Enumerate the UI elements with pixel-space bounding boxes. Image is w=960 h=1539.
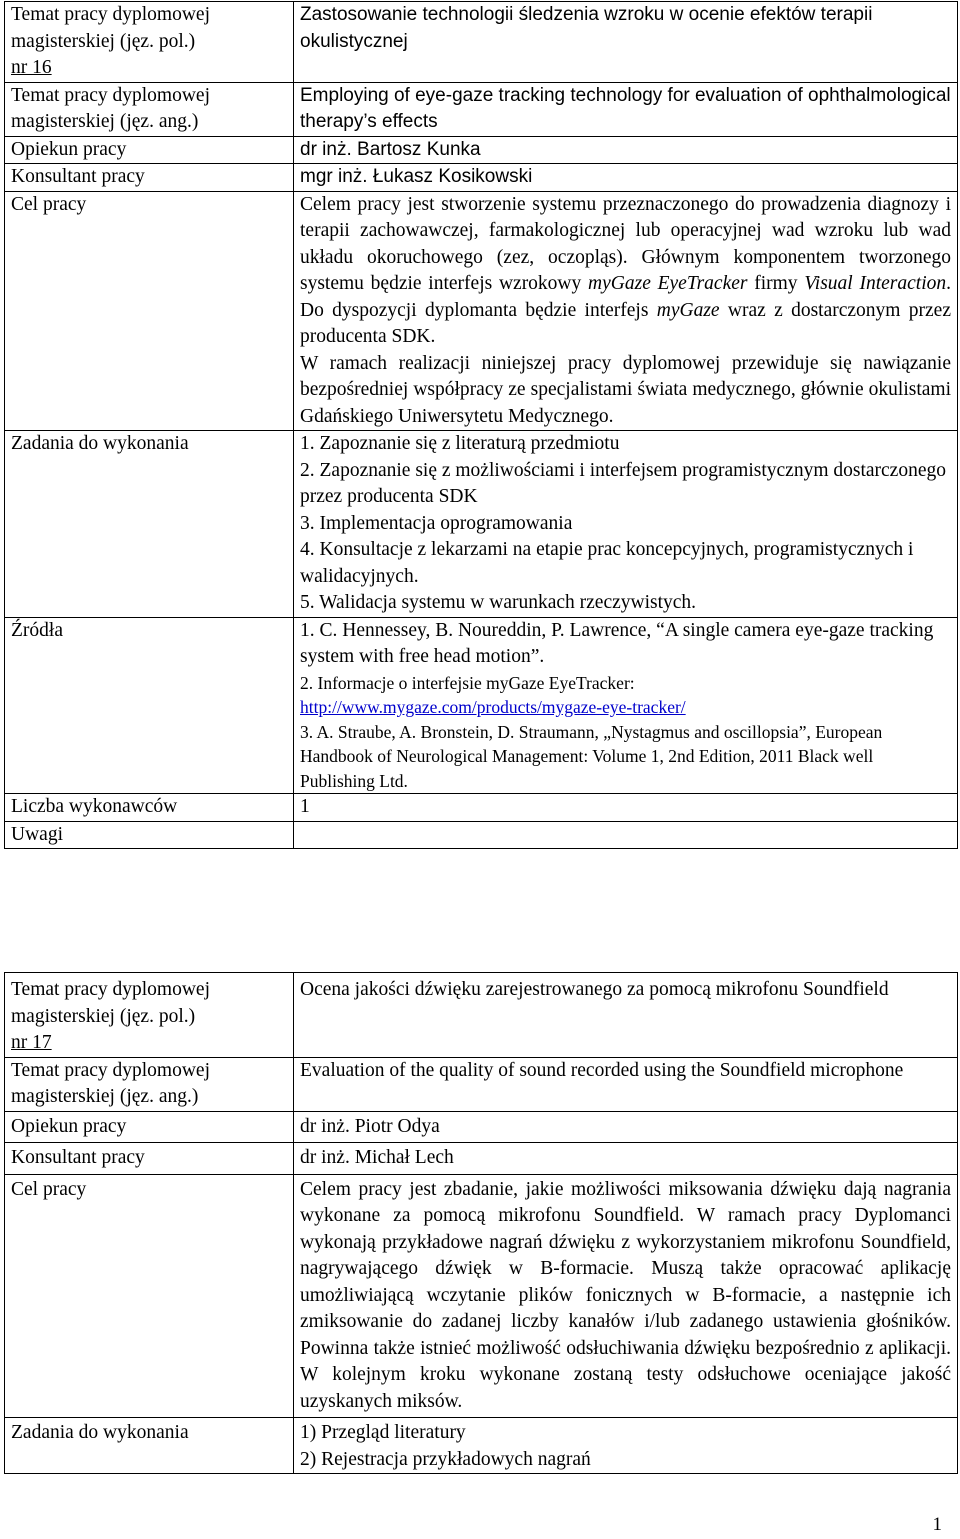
- label-count: Liczba wykonawców: [5, 794, 294, 822]
- value-consultant: mgr inż. Łukasz Kosikowski: [294, 164, 958, 192]
- row-tasks: [5, 431, 958, 618]
- label-consultant: Konsultant pracy: [5, 1143, 294, 1175]
- value-sources: [294, 617, 958, 794]
- task-item: 5. Walidacja systemu w warunkach rzeczywistych.: [300, 592, 697, 613]
- label-title-pl: [5, 973, 294, 1058]
- value-goal: [294, 191, 958, 431]
- thesis-entry-16: [4, 1, 958, 849]
- label-title-pl: [5, 2, 294, 83]
- value-supervisor: dr inż. Piotr Odya: [294, 1111, 958, 1143]
- goal-product-name: myGaze EyeTracker: [588, 273, 748, 294]
- task-item: 2. Zapoznanie się z możliwościami i interfejsem programistycznym dostarczonego przez producenta SDK: [300, 459, 946, 507]
- row-notes: [5, 821, 958, 849]
- label-title-pl-text: Temat pracy dyplomowej magisterskiej (jęz. pol.): [11, 979, 210, 1027]
- goal-text: . Do dyspozycji dyplomanta będzie interfejs: [300, 273, 951, 321]
- source-item-1: 1. C. Hennessey, B. Noureddin, P. Lawrence, “A single camera eye-gaze tracking system with free head motion”.: [300, 619, 934, 667]
- row-count: [5, 794, 958, 822]
- task-item: 2) Rejestracja przykładowych nagrań: [300, 1448, 591, 1470]
- goal-text: firmy: [747, 273, 805, 294]
- value-tasks: [294, 1418, 958, 1474]
- value-title-en: Employing of eye-gaze tracking technology for evaluation of ophthalmological therapy’s effects: [294, 82, 958, 136]
- source-item-2: 2. Informacje o interfejsie myGaze EyeTracker:: [300, 672, 635, 693]
- goal-text: Celem pracy jest stworzenie systemu przeznaczonego do prowadzenia diagnozy i terapii zachowawczej, farmakologicznej lub operacyjnej wad wzroku lub wad układu okoruchowego (zez, oczopląs). Głównym komponentem tworzonego systemu będzie interfejs wzrokowy: [300, 193, 951, 294]
- label-goal: Cel pracy: [5, 191, 294, 431]
- label-title-en: Temat pracy dyplomowej magisterskiej (jęz. ang.): [5, 1057, 294, 1111]
- value-tasks: [294, 431, 958, 618]
- label-title-en: Temat pracy dyplomowej magisterskiej (jęz. ang.): [5, 82, 294, 136]
- page-number: 1: [932, 1514, 942, 1535]
- goal-paragraph-2: W ramach realizacji niniejszej pracy dyplomowej przewiduje się nawiązanie bezpośredniej współpracy ze specjalistami świata medycznego, głównie okulistami Gdańskiego Uniwersytetu Medycznego.: [300, 352, 951, 427]
- label-tasks: Zadania do wykonania: [5, 431, 294, 618]
- task-item: 1) Przegląd literatury: [300, 1422, 466, 1443]
- row-consultant: [5, 1143, 958, 1175]
- label-goal: Cel pracy: [5, 1174, 294, 1418]
- value-supervisor: dr inż. Bartosz Kunka: [294, 136, 958, 164]
- goal-company-name: Visual Interaction: [804, 273, 947, 294]
- entry-number: nr 16: [11, 57, 52, 78]
- label-supervisor: Opiekun pracy: [5, 136, 294, 164]
- value-notes: [294, 821, 958, 849]
- thesis-entry-17: [4, 972, 958, 1474]
- row-supervisor: [5, 1111, 958, 1143]
- value-title-pl: Zastosowanie technologii śledzenia wzroku w ocenie efektów terapii okulistycznej: [294, 2, 958, 83]
- row-sources: [5, 617, 958, 794]
- row-consultant: [5, 164, 958, 192]
- label-consultant: Konsultant pracy: [5, 164, 294, 192]
- label-supervisor: Opiekun pracy: [5, 1111, 294, 1143]
- task-item: 1. Zapoznanie się z literaturą przedmiotu: [300, 433, 620, 454]
- task-item: 4. Konsultacje z lekarzami na etapie prac koncepcyjnych, programistycznych i walidacyjnych.: [300, 539, 914, 587]
- label-sources: Źródła: [5, 617, 294, 794]
- goal-product-name: myGaze: [656, 299, 720, 321]
- label-tasks: Zadania do wykonania: [5, 1418, 294, 1474]
- value-goal: Celem pracy jest zbadanie, jakie możliwości miksowania dźwięku dają nagrania wykonane za pomocą mikrofonu Soundfield. W ramach pracy Dyplomanci wykonają przykładowe nagrań dźwięku z wykorzystaniem mikrofonu Soundfield, nagrywającego dźwięk w B-formacie. Muszą także opracować aplikację umożliwiającą wczytanie plików fonicznych w B-formacie, a następnie ich zmiksowanie do zadanej liczby kanałów i/lub zadanego ustawienia głośników. Powinna także istnieć możliwość odsłuchiwania dźwięku bezpośrednio z aplikacji. W kolejnym kroku wykonane zostaną testy odsłuchowe oceniające jakość uzyskanych miksów.: [294, 1174, 958, 1418]
- row-title-en: [5, 1057, 958, 1111]
- entry-number: nr 17: [11, 1032, 52, 1053]
- row-title-pl: [5, 973, 958, 1058]
- row-title-pl: [5, 2, 958, 83]
- value-title-en: Evaluation of the quality of sound recorded using the Soundfield microphone: [294, 1057, 958, 1111]
- goal-text: wraz z dostarczonym przez producenta SDK.: [300, 299, 951, 347]
- goal-paragraph-1: [300, 192, 951, 351]
- row-tasks: [5, 1418, 958, 1474]
- row-title-en: [5, 82, 958, 136]
- value-title-pl: Ocena jakości dźwięku zarejestrowanego za pomocą mikrofonu Soundfield: [294, 973, 958, 1058]
- row-goal: [5, 1174, 958, 1418]
- value-consultant: dr inż. Michał Lech: [294, 1143, 958, 1175]
- task-item: 3. Implementacja oprogramowania: [300, 512, 573, 534]
- row-goal: [5, 191, 958, 431]
- source-link[interactable]: http://www.mygaze.com/products/mygaze-eye-tracker/: [300, 697, 686, 717]
- label-title-pl-text: Temat pracy dyplomowej magisterskiej (jęz. pol.): [11, 4, 210, 52]
- source-item-3: 3. A. Straube, A. Bronstein, D. Straumann, „Nystagmus and oscillopsia”, European Handbook of Neurological Management: Volume 1, 2nd Edition, 2011 Black well Publishing Ltd.: [300, 721, 883, 791]
- value-count: 1: [294, 794, 958, 822]
- label-notes: Uwagi: [5, 821, 294, 849]
- row-supervisor: [5, 136, 958, 164]
